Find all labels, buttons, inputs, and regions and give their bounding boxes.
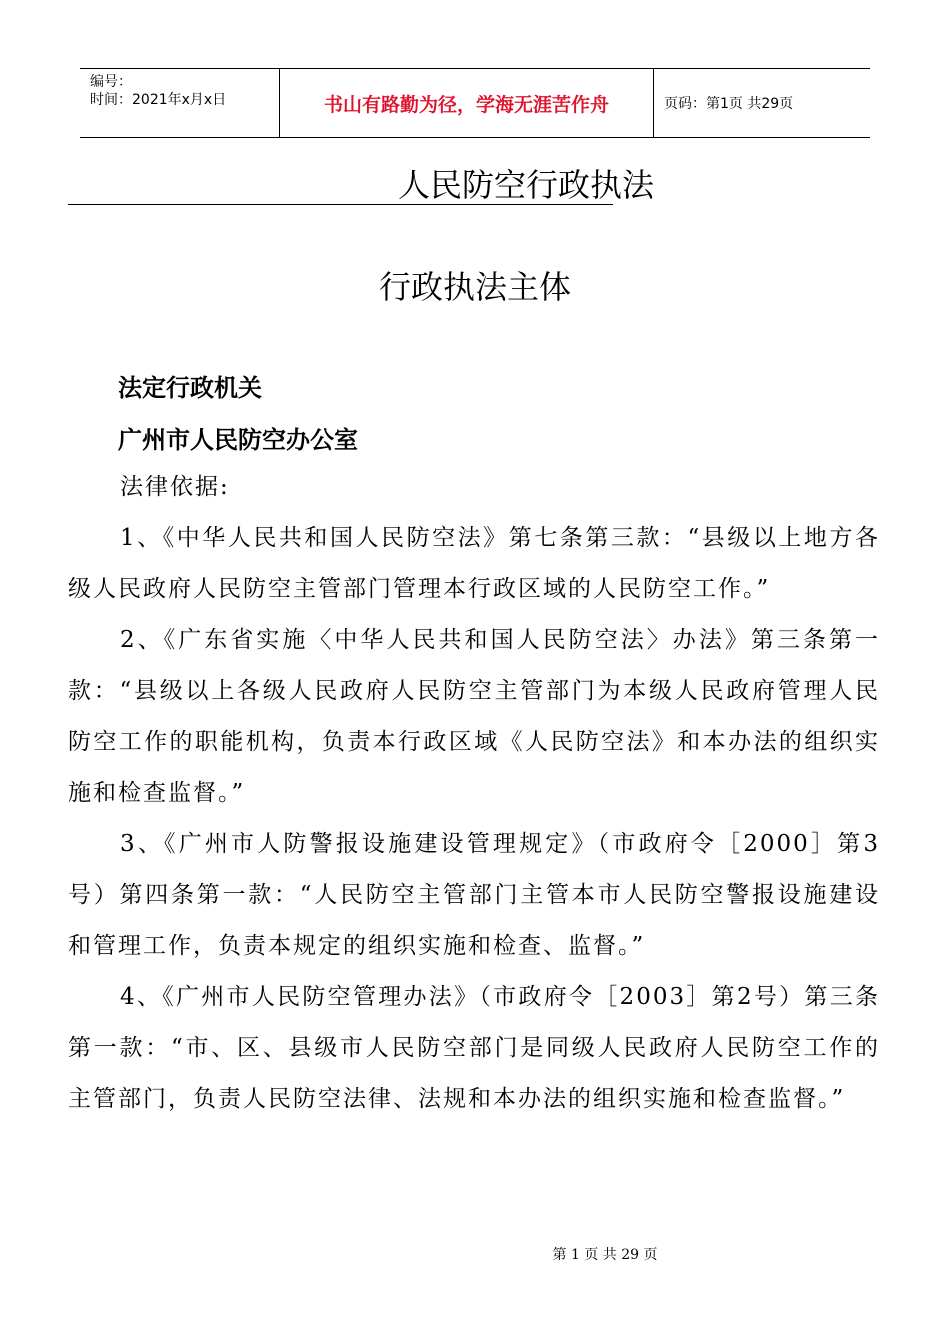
header-page-info: 页码：第1页 共29页	[664, 96, 794, 112]
section-title: 行政执法主体	[378, 268, 571, 306]
subheading-legal-authority: 法定行政机关	[118, 374, 262, 402]
paragraph-4: 4、《广州市人民防空管理办法》（市政府令［2003］第2号）第三条第一款：“市、区、县级市人民防空部门是同级人民政府人民防空工作的主管部门，负责人民防空法律、法规和本办法的组织实施和检查监督。”	[68, 984, 880, 1112]
paragraph-1: 1、《中华人民共和国人民防空法》第七条第三款：“县级以上地方各级人民政府人民防空主管部门管理本行政区域的人民防空工作。”	[68, 525, 880, 602]
legal-basis-label: 法律依据:	[120, 474, 230, 500]
page-footer: 第 1 页 共 29 页	[552, 1247, 658, 1263]
document-title-underline	[68, 160, 655, 205]
header-motto: 书山有路勤为径，学海无涯苦作舟	[280, 69, 654, 137]
header-number-label: 编号：	[90, 74, 132, 90]
document-body	[68, 462, 880, 1125]
document-title: 人民防空行政执法	[398, 166, 655, 204]
paragraph-2: 2、《广东省实施〈中华人民共和国人民防空法〉办法》第三条第一款：“县级以上各级人民政府人民防空主管部门为本级人民政府管理人民防空工作的职能机构，负责本行政区域《人民防空法》和本办法的组织实施和检查监督。”	[68, 627, 880, 806]
page-header-table	[80, 68, 870, 138]
subheading-office-name: 广州市人民防空办公室	[118, 426, 358, 454]
header-meta-cell	[80, 69, 280, 137]
paragraph-3: 3、《广州市人防警报设施建设管理规定》（市政府令［2000］第3号）第四条第一款：“人民防空主管部门主管本市人民防空警报设施建设和管理工作，负责本规定的组织实施和检查、监督。”	[68, 831, 880, 959]
header-time-label: 时间：2021年x月x日	[90, 92, 227, 108]
